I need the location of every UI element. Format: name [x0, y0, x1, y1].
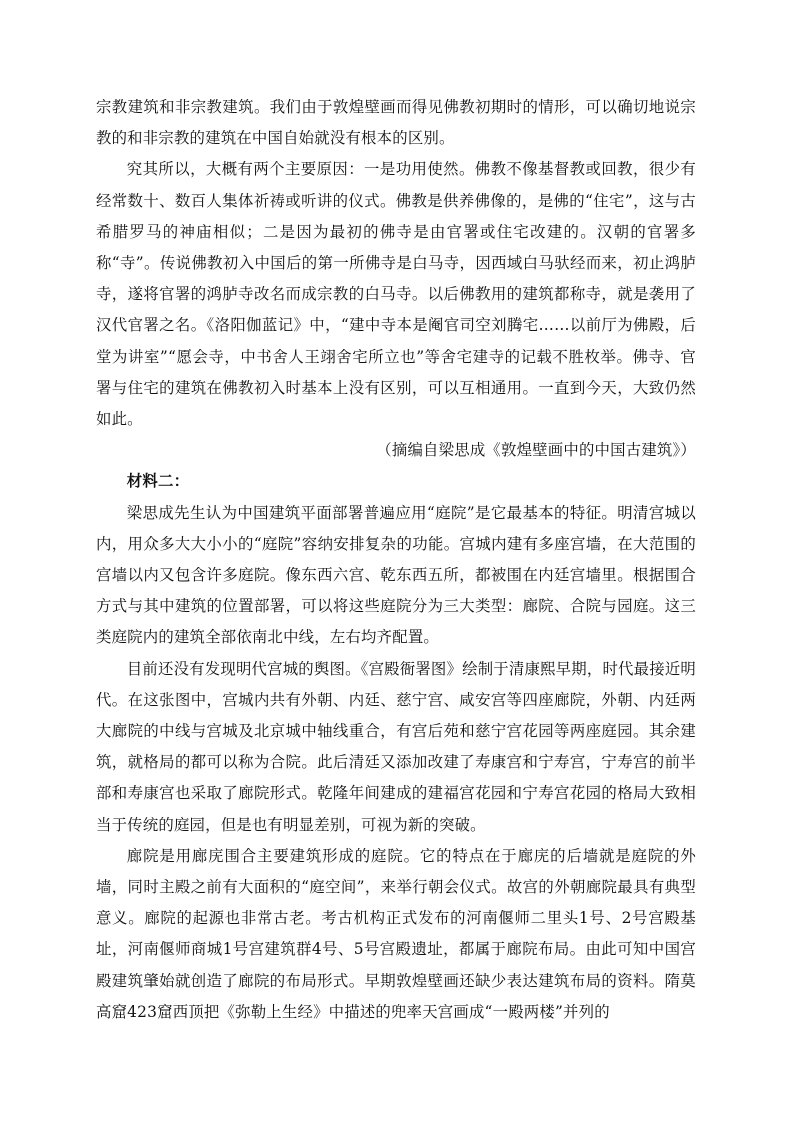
section-heading: 材料二： — [126, 472, 190, 491]
paragraph-courtyard: 梁思成先生认为中国建筑平面部署普遍应用“庭院”是它最基本的特征。明清宫城以内，用众多大大小小的“庭院”容纳安排复杂的功能。宫城内建有多座宫墙，在大范围的宫墙以内又包含许多庭院。像东西六宫、乾东西五所，都被围在内廷宫墙里。根据围合方式与其中建筑的位置部署，可以将这些庭院分为三大类型：廊院、合院与园庭。这三类庭院内的建筑全部依南北中线，左右均齐配置。 — [96, 503, 696, 647]
paragraph-corridor-courtyard: 廊院是用廊庑围合主要建筑形成的庭院。它的特点在于廊庑的后墙就是庭院的外墙，同时主殿之前有大面积的“庭空间”，来举行朝会仪式。故宫的外朝廊院最具有典型意义。廊院的起源也非常古老。考古机构正式发布的河南偃师二里头1号、2号宫殿基址，河南偃师商城1号宫建筑群4号、5号宫殿遗址，都属于廊院布局。由此可知中国宫殿建筑肇始就创造了廊院的布局形式。早期敦煌壁画还缺少表达建筑布局的资料。隋莫高窟423窟西顶把《弥勒上生经》中描述的兜率天宫画成“一殿两楼”并列的 — [96, 846, 696, 1021]
paragraph-reasons: 究其所以，大概有两个主要原因：一是功用使然。佛教不像基督教或回教，很少有经常数十、数百人集体祈祷或听讲的仪式。佛教是供养佛像的，是佛的“住宅”，这与古希腊罗马的神庙相似；二是因为最初的佛寺是由官署或住宅改建的。汉朝的官署多称“寺”。传说佛教初入中国后的第一所佛寺是白马寺，因西域白马驮经而来，初止鸿胪寺，遂将官署的鸿胪寺改名而成宗教的白马寺。以后佛教用的建筑都称寺，就是袭用了汉代官署之名。《洛阳伽蓝记》中，“建中寺本是阉官司空刘腾宅……以前厅为佛殿，后堂为讲室”“愿会寺，中书舍人王翊舍宅所立也”等舍宅建寺的记载不胜枚举。佛寺、官署与住宅的建筑在佛教初入时基本上没有区别，可以互相通用。一直到今天，大致仍然如此。 — [96, 160, 696, 429]
source-note: （摘编自梁思成《敦煌壁画中的中国古建筑》） — [376, 441, 696, 460]
paragraph-palace-map: 目前还没有发现明代宫城的舆图。《宫殿衙署图》绘制于清康熙早期，时代最接近明代。在这张图中，宫城内共有外朝、内廷、慈宁宫、咸安宫等四座廊院，外朝、内廷两大廊院的中线与宫城及北京城中轴线重合，有宫后苑和慈宁宫花园等两座庭园。其余建筑，就格局的都可以称为合院。此后清廷又添加改建了寿康宫和宁寿宫，宁寿宫的前半部和寿康宫也采取了廊院形式。乾隆年间建成的建福宫花园和宁寿宫花园的格局大致相当于传统的庭园，但是也有明显差别，可视为新的突破。 — [96, 659, 696, 834]
paragraph-continued: 宗教建筑和非宗教建筑。我们由于敦煌壁画而得见佛教初期时的情形，可以确切地说宗教的和非宗教的建筑在中国自始就没有根本的区别。 — [96, 98, 696, 148]
document-body — [96, 92, 696, 1028]
